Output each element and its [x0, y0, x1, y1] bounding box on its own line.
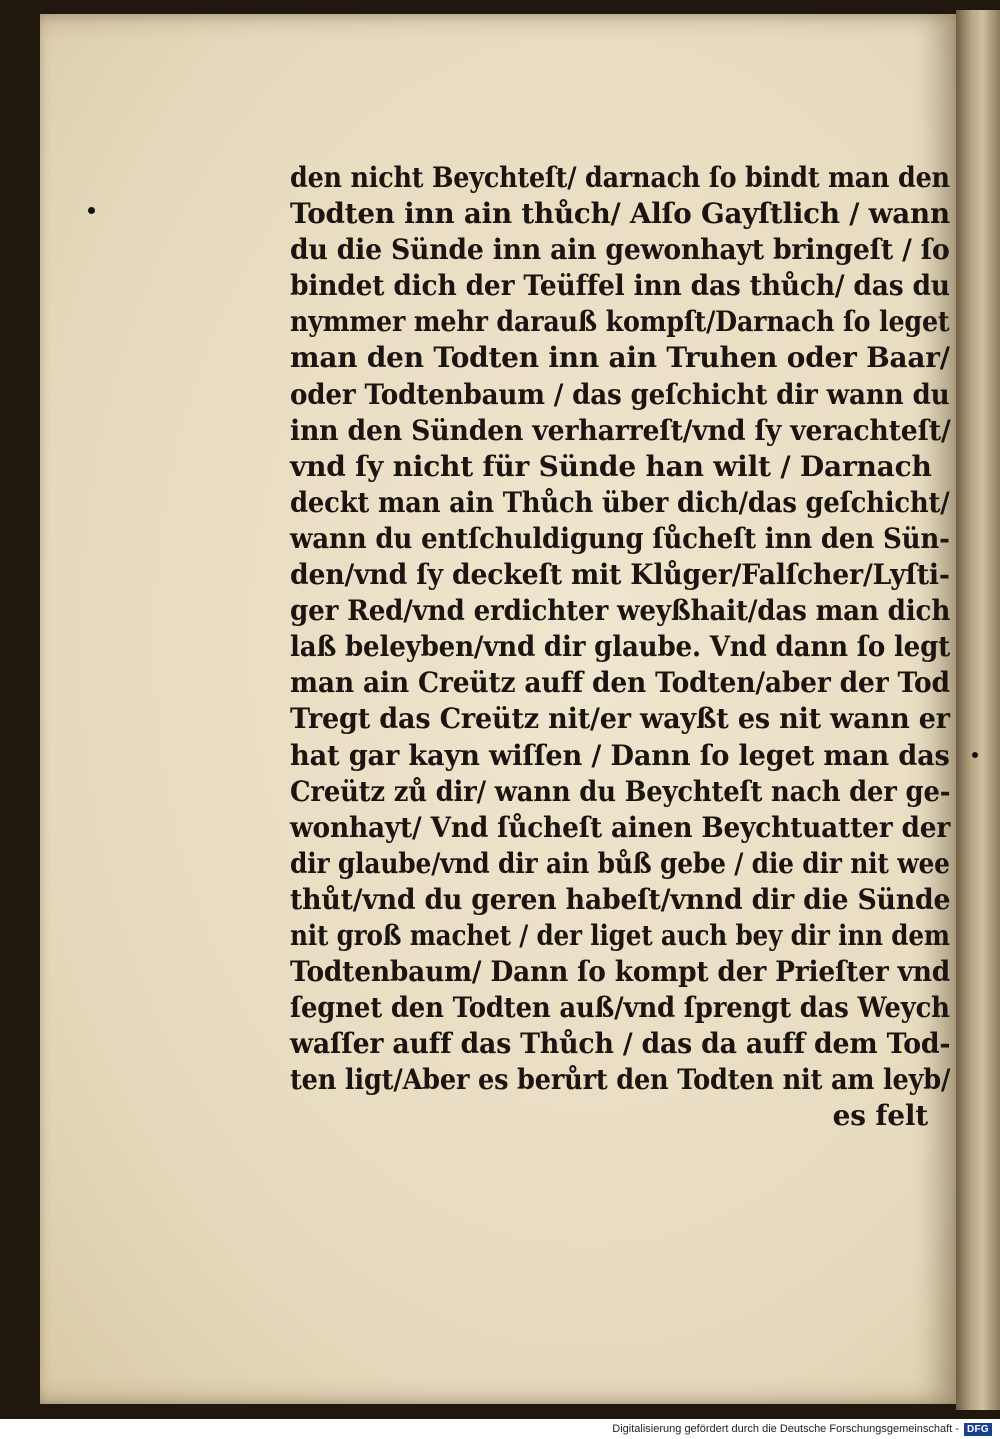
- text-line: oder Todtenbaum / das geſchicht dir wann du: [290, 377, 950, 411]
- text-line: man ain Creütz auff den Todten/aber der Tod: [290, 666, 950, 700]
- text-line: bindet dich der Teüffel inn das thůch/ das du: [290, 269, 950, 303]
- text-line: Todtenbaum/ Dann ſo kompt der Prieſter vnd: [290, 955, 951, 989]
- page-text: [290, 160, 950, 1135]
- text-line: ſegnet den Todten auß/vnd ſprengt das Weych: [290, 991, 950, 1025]
- text-line: thůt/vnd du geren habeſt/vnnd dir die Sünde: [290, 882, 951, 916]
- catchword: es felt: [832, 1099, 928, 1133]
- text-line: nymmer mehr darauß kompſt/Darnach ſo leget: [290, 305, 950, 339]
- text-line: waſſer auff das Thůch / das da auff dem Tod-: [290, 1027, 951, 1061]
- text-line: Tregt das Creütz nit/er wayßt es nit wann er: [290, 702, 950, 736]
- text-line: ger Red/vnd erdichter weyßhait/das man dich: [290, 594, 951, 628]
- text-line: laß beleyben/vnd dir glaube. Vnd dann ſo legt: [290, 630, 951, 664]
- text-line: Todten inn ain thůch/ Alſo Gayſtlich / wann: [290, 197, 950, 231]
- text-line: hat gar kayn wiſſen / Dann ſo leget man das: [290, 738, 950, 772]
- dfg-logo: DFG: [964, 1423, 992, 1436]
- text-line: nit groß machet / der liget auch bey dir inn dem: [290, 918, 950, 952]
- text-line: wonhayt/ Vnd ſůcheſt ainen Beychtuatter der: [290, 810, 951, 844]
- text-line: Creütz zů dir/ wann du Beychteſt nach der ge-: [290, 774, 951, 808]
- text-line: ten ligt/Aber es berůrt den Todten nit am leyb/: [290, 1063, 951, 1097]
- text-line: inn den Sünden verharreſt/vnd ſy verachteſt/: [290, 413, 951, 447]
- text-line: du die Sünde inn ain gewonhayt bringeſt / ſo: [290, 233, 950, 267]
- text-line: dir glaube/vnd dir ain bůß gebe / die dir nit wee: [290, 846, 950, 880]
- margin-mark: [88, 207, 95, 214]
- text-line: man den Todten inn ain Truhen oder Baar/: [290, 341, 950, 375]
- text-line: vnd ſy nicht für Sünde han wilt / Darnach: [290, 449, 932, 483]
- funding-credit: Digitalisierung gefördert durch die Deutsche Forschungsgemeinschaft -: [612, 1423, 959, 1435]
- text-line: den/vnd ſy deckeſt mit Klůger/Falſcher/Lyſti-: [290, 558, 950, 592]
- margin-mark: [972, 752, 978, 758]
- footer-bar: [0, 1419, 1000, 1439]
- text-line: wann du entſchuldigung ſůcheſt inn den Sün-: [290, 521, 950, 555]
- page-edge: [956, 10, 1000, 1410]
- text-line: den nicht Beychteſt/ darnach ſo bindt man den: [290, 161, 950, 194]
- text-line: deckt man ain Thůch über dich/das geſchicht/: [290, 485, 950, 519]
